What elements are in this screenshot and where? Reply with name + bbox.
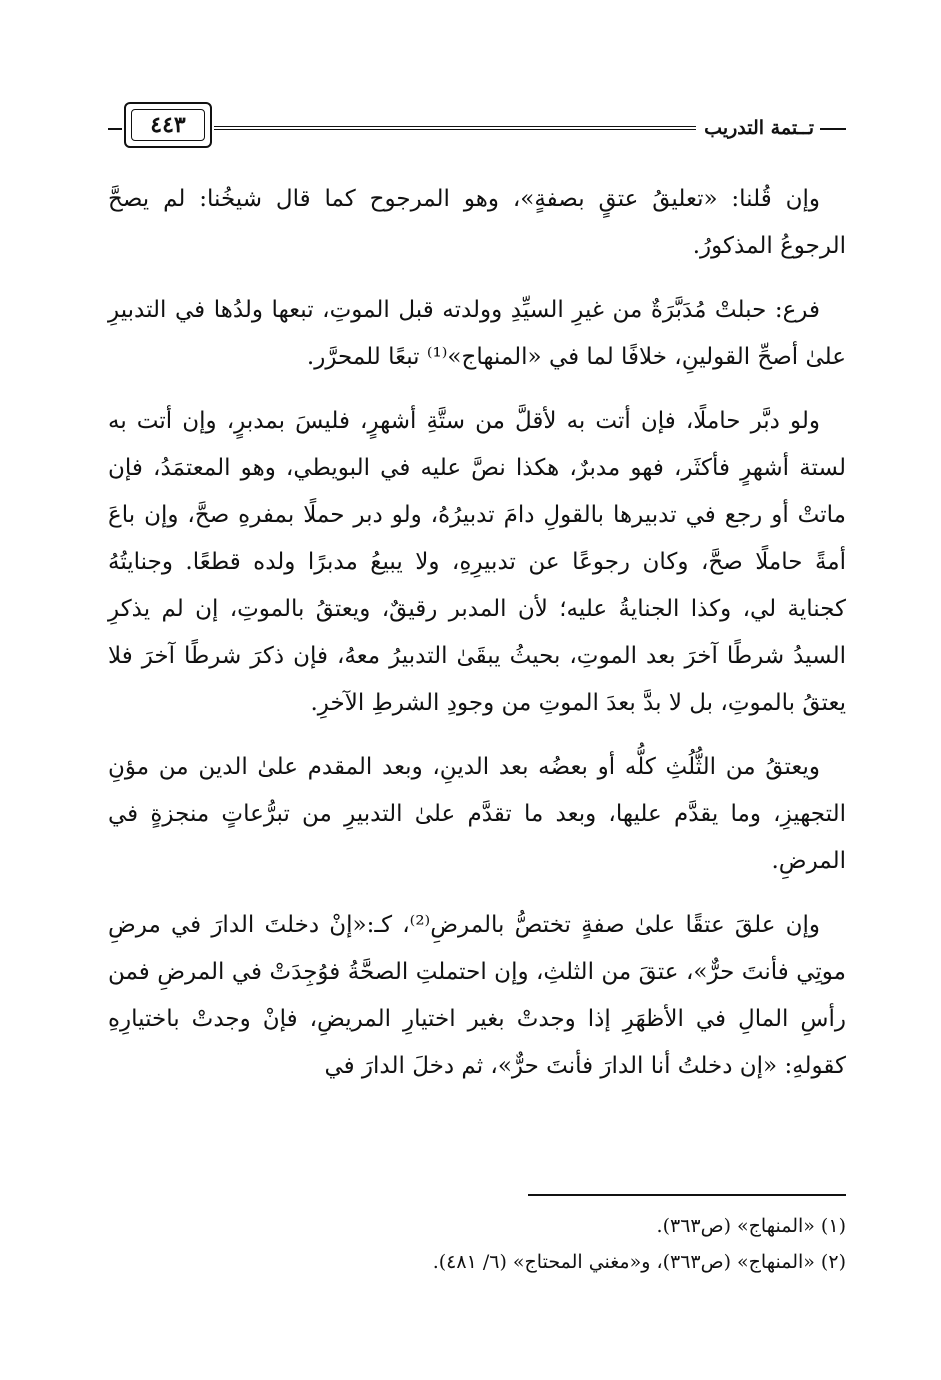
main-text xyxy=(108,176,846,1090)
paragraph: وإن قُلنا: «تعليقُ عتقٍ بصفةٍ»، وهو المرجوح كما قال شيخُنا: لم يصحَّ الرجوعُ المذكورُ. xyxy=(108,186,846,259)
paragraph: وإن علقَ عتقًا علىٰ صفةٍ تختصُّ بالمرضِ⁽²⁾، كـ:«إنْ دخلتَ الدارَ في مرضِ موتِي فأنتَ حرٌّ»، عتقَ من الثلثِ، وإن احتملتِ الصحَّةُ فوُجِدَتْ في المرضِ فمن رأسِ المالِ في الأظهَرِ إذا وجدتْ بغير اختيارِ المريضِ، فإنْ وجدتْ باختيارِهِ كقولهِ: «إن دخلتُ أنا الدارَ فأنتَ حرٌّ»، ثم دخلَ الدارَ في xyxy=(108,912,846,1079)
header-dash xyxy=(820,128,846,130)
running-title-text: تــتمة التدريب xyxy=(704,117,814,139)
footnotes xyxy=(108,1208,846,1280)
running-title xyxy=(704,116,846,140)
paragraph: فرع: حبلتْ مُدَبَّرَةٌ من غيرِ السيِّدِ وولدته قبل الموتِ، تبعها ولدُها في التدبيرِ علىٰ أصحِّ القولينِ، خلافًا لما في «المنهاج»⁽¹⁾ تبعًا للمحرَّر. xyxy=(108,297,846,370)
footnote-2: (٢) «المنهاج» (ص٣٦٣)، و«مغني المحتاج» (٦/ ٤٨١). xyxy=(432,1251,846,1273)
paragraph: ويعتقُ من الثُّلُثِ كلُّه أو بعضُه بعد الدينِ، وبعد المقدم علىٰ الدين من مؤنِ التجهيزِ، وما يقدَّم عليها، وبعد ما تقدَّم علىٰ التدبيرِ من تبرُّعاتٍ منجزةٍ في المرضِ. xyxy=(108,754,846,874)
paragraph: ولو دبَّر حاملًا، فإن أتت به لأقلَّ من ستَّةِ أشهرٍ، فليسَ بمدبرٍ، وإن أتت به لستة أشهرٍ فأكثَر، فهو مدبرٌ، هكذا نصَّ عليه في البويطي، وهو المعتمَدُ، فإن ماتتْ أو رجع في تدبيرها بالقولِ دامَ تدبيرُهُ، ولو دبر حملًا بمفرهِ صحَّ، وإن باعَ أمةً حاملًا صحَّ، وكان رجوعًا عن تدبيرِهِ، ولا يبيعُ مدبرًا ولده قطعًا. وجنايتُهُ كجناية لي، وكذا الجنايةُ عليه؛ لأن المدبر رقيقٌ، ويعتقُ بالموتِ، إن لم يذكرِ السيدُ شرطًا آخرَ بعد الموتِ، بحيثُ يبقَىٰ التدبيرُ معهُ، فإن ذكرَ شرطًا آخرَ فلا يعتقُ بالموتِ، بل لا بدَّ بعدَ الموتِ من وجودِ الشرطِ الآخرِ. xyxy=(108,408,846,716)
footnote-rule xyxy=(528,1194,846,1196)
header-left-rule xyxy=(108,128,122,130)
footnote-1: (١) «المنهاج» (ص٣٦٣). xyxy=(656,1215,846,1237)
page-number-frame xyxy=(124,102,212,148)
page-number: ٤٤٣ xyxy=(131,109,205,141)
header-rule xyxy=(214,126,696,130)
running-header xyxy=(108,96,846,146)
